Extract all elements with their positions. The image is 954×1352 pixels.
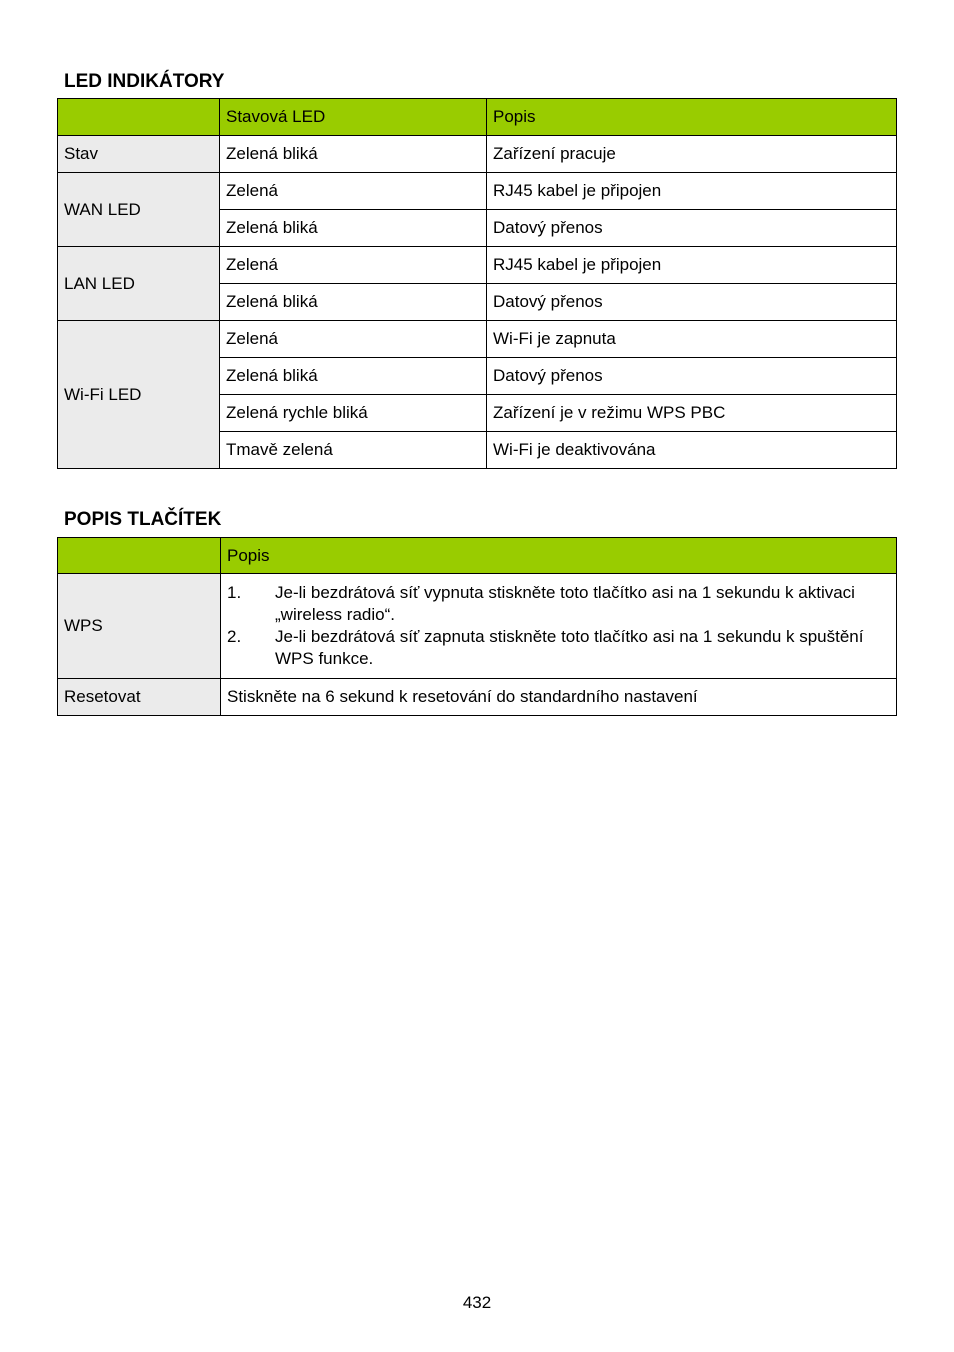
reset-description-cell: Stiskněte na 6 sekund k resetování do standardního nastavení: [221, 679, 897, 716]
led-section-title: LED INDIKÁTORY: [64, 71, 225, 92]
step-number: 2.: [227, 627, 242, 646]
led-state-cell: Zelená: [220, 173, 487, 210]
list-item: [227, 582, 890, 626]
led-description-cell: Wi-Fi je zapnuta: [487, 321, 897, 358]
led-state-cell: Tmavě zelená: [220, 432, 487, 469]
table-row: [58, 136, 897, 173]
step-text: Je-li bezdrátová síť zapnuta stiskněte toto tlačítko asi na 1 sekundu k spuštění WPS funkce.: [275, 627, 864, 668]
header-cell-status-led: Stavová LED: [220, 99, 487, 136]
step-number: 1.: [227, 583, 242, 602]
led-state-cell: Zelená bliká: [220, 284, 487, 321]
button-description-table: [57, 537, 897, 716]
row-label-wifi-led: Wi-Fi LED: [58, 321, 220, 469]
row-label-status: Stav: [58, 136, 220, 173]
led-description-cell: Datový přenos: [487, 210, 897, 247]
led-state-cell: Zelená rychle bliká: [220, 395, 487, 432]
header-cell-empty: [58, 99, 220, 136]
table-row: [58, 173, 897, 210]
led-description-cell: Wi-Fi je deaktivována: [487, 432, 897, 469]
led-description-cell: RJ45 kabel je připojen: [487, 173, 897, 210]
led-state-cell: Zelená: [220, 247, 487, 284]
led-description-cell: Datový přenos: [487, 284, 897, 321]
table-header-row: [58, 99, 897, 136]
led-state-cell: Zelená: [220, 321, 487, 358]
table-row: [58, 679, 897, 716]
button-section-title: POPIS TLAČÍTEK: [64, 509, 222, 530]
led-description-cell: RJ45 kabel je připojen: [487, 247, 897, 284]
row-label-wps: WPS: [58, 574, 221, 679]
header-cell-description: Popis: [487, 99, 897, 136]
wps-description-cell: [221, 574, 897, 679]
led-description-cell: Zařízení pracuje: [487, 136, 897, 173]
led-state-cell: Zelená bliká: [220, 136, 487, 173]
header-cell-description: Popis: [221, 538, 897, 574]
table-row: [58, 574, 897, 679]
table-row: [58, 247, 897, 284]
step-text: Je-li bezdrátová síť vypnuta stiskněte toto tlačítko asi na 1 sekundu k aktivaci „wireless radio“.: [275, 583, 855, 624]
header-cell-empty: [58, 538, 221, 574]
row-label-lan-led: LAN LED: [58, 247, 220, 321]
row-label-wan-led: WAN LED: [58, 173, 220, 247]
wps-steps-list: [227, 582, 890, 670]
led-indicator-table: [57, 98, 897, 469]
led-description-cell: Datový přenos: [487, 358, 897, 395]
table-row: [58, 321, 897, 358]
list-item: [227, 626, 890, 670]
led-description-cell: Zařízení je v režimu WPS PBC: [487, 395, 897, 432]
led-state-cell: Zelená bliká: [220, 358, 487, 395]
led-state-cell: Zelená bliká: [220, 210, 487, 247]
table-header-row: [58, 538, 897, 574]
page-number: 432: [462, 1293, 492, 1312]
row-label-reset: Resetovat: [58, 679, 221, 716]
